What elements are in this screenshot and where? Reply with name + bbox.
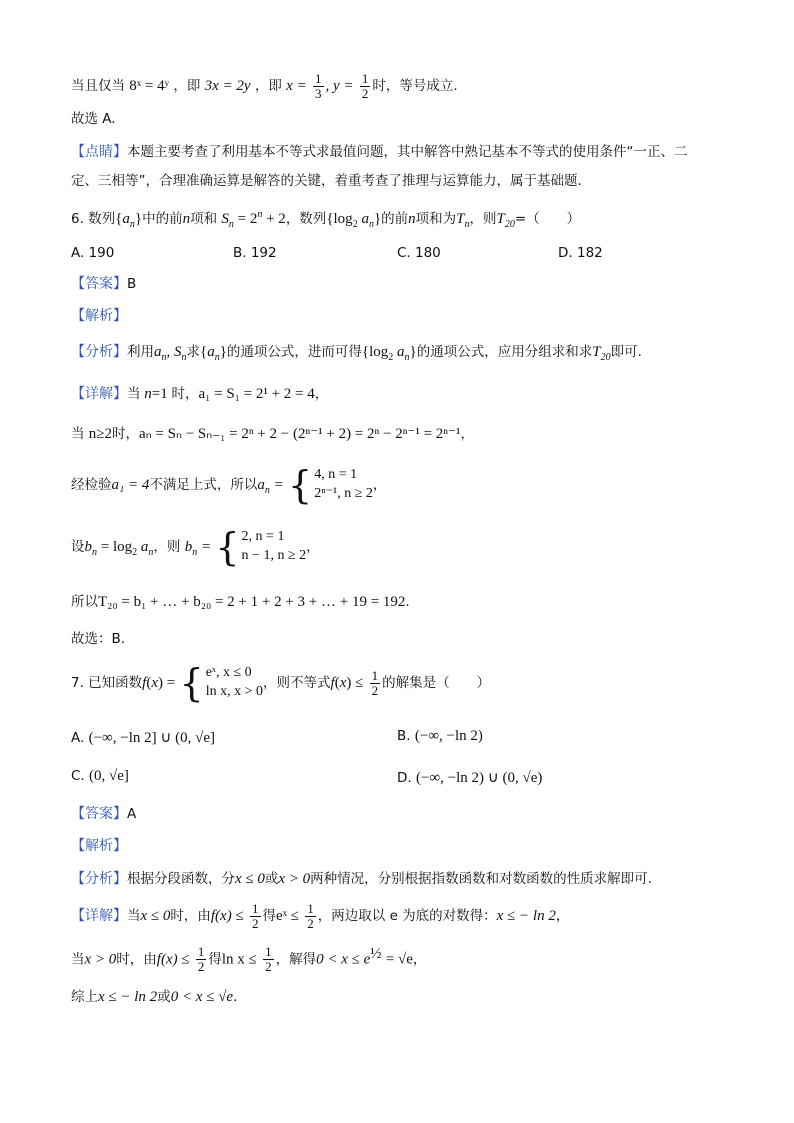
fraction: $\frac{1}{2}$: [307, 901, 314, 931]
math: aₙ = Sₙ − Sₙ₋₁ = 2ⁿ + 2 − (2ⁿ⁻¹ + 2) = 2ⁿ − 2ⁿ⁻¹ = 2ⁿ⁻¹: [139, 426, 461, 442]
math: {$\log_2$ $a_n$}: [326, 211, 382, 230]
text: 中的前: [142, 211, 183, 227]
q7-xiangjie-2: 当x > 0时，由f(x) ≤ $\frac{1}{2}$ 得ln x ≤ $\frac{1}{2}$ ，解得$0 < x \le e^{\frac{1}{2}} = √e$，: [71, 944, 427, 974]
math: 8ˣ = 4ʸ: [129, 78, 170, 95]
q7-option-a: A. (−∞, −ln 2] ∪ (0, √e]: [71, 730, 215, 746]
q6-xiangjie-3: 经检验a₁ = 4不满足上式，所以$a_n$ = { 4, n = 1 2ⁿ⁻¹, n ≥ 2 ，: [71, 463, 387, 507]
q7-stem: 7. 已知函数f(x) = { eˣ, x ≤ 0 ln x, x > 0 ，则不等式f(x) ≤ $\frac{1}{2}$ 的解集是（ ）: [71, 661, 491, 705]
xiangjie-tag: 【详解】: [71, 908, 127, 925]
fraction: $\frac{1}{2}$: [371, 667, 379, 698]
q6-xiangjie-2: 当 n≥2时，aₙ = Sₙ − Sₙ₋₁ = 2ⁿ + 2 − (2ⁿ⁻¹ + 2) = 2ⁿ − 2ⁿ⁻¹ = 2ⁿ⁻¹，: [71, 426, 474, 442]
brace: {: [179, 661, 204, 705]
q6-xiangjie-4: 设$b_n = \log_2 a_n$，则 $b_n$ = { 2, n = 1 n − 1, n ≥ 2 ，: [71, 525, 320, 569]
q6-fenxi: 【分析】利用$a_n$, $S_n$求$\{a_n\}$的通项公式，进而可得{$\log_2$ $a_n$}的通项公式，应用分组求和求$T_{20}$即可.: [71, 344, 642, 363]
fraction: $\frac{1}{2}$: [361, 71, 369, 101]
math: a₁ = S₁ = 2¹ + 2 = 4: [198, 386, 315, 402]
piecewise-cases: 2, n = 1 n − 1, n ≥ 2: [241, 529, 307, 563]
q6-option-d: D. 182: [558, 245, 603, 261]
math: T₂₀ = b₁ + … + b₂₀ = 2 + 1 + 2 + 3 + … + 19 = 192: [98, 594, 406, 610]
q7-answer: [71, 806, 754, 823]
fraction: $\frac{1}{2}$: [252, 901, 259, 931]
math: $\{a_n\}$: [115, 211, 143, 230]
piecewise-cases: eˣ, x ≤ 0 ln x, x > 0: [205, 665, 264, 699]
q6-option-c: C. 180: [397, 245, 441, 261]
q7-jiexi: [71, 838, 754, 855]
text: 时，等号成立.: [372, 78, 458, 95]
q6-jiexi: [71, 308, 754, 325]
q6-answer: [71, 276, 754, 293]
dianjing-line-2: 定、三相等”，合理准确运算是解答的关键，着重考查了推理与运算能力，属于基础题.: [71, 173, 582, 189]
fenxi-tag: 【分析】: [71, 871, 127, 887]
text: 项和为: [415, 211, 457, 227]
q6-stem: 6. 数列$\{a_n\}$中的前n项和 $S_n = 2^n + 2$，数列{$\log_2$ $a_n$}的前n项和为$T_n$，则$T_{20}=$（ ）: [71, 209, 581, 230]
dianjing-line-1: [71, 144, 754, 161]
q7-option-c: C. (0, √e]: [71, 768, 129, 784]
answer-tag: 【答案】: [71, 276, 127, 292]
brace: {: [215, 525, 240, 569]
fenxi-tag: 【分析】: [71, 344, 127, 360]
fraction: $\frac{1}{2}$: [265, 944, 272, 974]
math: 3x = 2y: [204, 78, 251, 95]
text: 的前: [381, 211, 409, 227]
q7-xiangjie-3: 综上x ≤ − ln 2或0 < x ≤ √e.: [71, 989, 238, 1005]
xiangjie-tag: 【详解】: [71, 386, 127, 402]
jiexi-tag: 【解析】: [71, 838, 127, 854]
answer-tag: 【答案】: [71, 806, 127, 822]
text: 6. 数列: [71, 211, 116, 227]
q6-option-b: B. 192: [233, 245, 277, 261]
jiexi-tag: 【解析】: [71, 308, 127, 324]
text: ，则: [469, 211, 497, 227]
math: x =: [286, 78, 307, 95]
fraction: $\frac{1}{2}$: [197, 944, 205, 974]
q7-option-b: B. (−∞, −ln 2): [397, 728, 483, 744]
dianjing-tag: 【点睛】: [71, 144, 127, 160]
brace: {: [288, 463, 313, 507]
math: , y =: [325, 78, 354, 95]
equality-condition-line: [71, 72, 754, 100]
choose-line: 故选 A.: [71, 111, 116, 127]
q6-option-a: A. 190: [71, 245, 115, 261]
math: $S_n = 2^n + 2$: [221, 209, 286, 230]
q6-choose: 故选：B.: [71, 631, 126, 647]
q6-xiangjie-5: 所以T₂₀ = b₁ + … + b₂₀ = 2 + 1 + 2 + 3 + … + 19 = 192.: [71, 594, 410, 610]
text: =（ ）: [514, 211, 581, 227]
answer-value: A: [127, 806, 137, 822]
fraction: $\frac{1}{3}$: [315, 71, 322, 101]
q7-xiangjie-1: 【详解】当x ≤ 0时，由f(x) ≤ $\frac{1}{2}$ 得eˣ ≤ $\frac{1}{2}$ ，两边取以 e 为底的对数得：x ≤ − ln 2，: [71, 901, 570, 931]
text: 当且仅当: [71, 78, 125, 95]
text: ，数列: [285, 211, 327, 227]
q7-option-d: D. (−∞, −ln 2) ∪ (0, √e): [397, 770, 543, 786]
answer-value: B: [127, 276, 137, 292]
q6-xiangjie-1: 【详解】当 n=1 时，a₁ = S₁ = 2¹ + 2 = 4，: [71, 386, 329, 402]
piecewise-cases: 4, n = 1 2ⁿ⁻¹, n ≥ 2: [314, 467, 373, 501]
text: 本题主要考查了利用基本不等式求最值问题，其中解答中熟记基本不等式的使用条件“一正、二: [127, 144, 688, 160]
text: 项和: [190, 211, 218, 227]
q7-fenxi: 【分析】根据分段函数，分x ≤ 0或x > 0两种情况，分别根据指数函数和对数函数的性质求解即可.: [71, 871, 652, 887]
text: ，即: [173, 78, 201, 95]
text: ，即: [254, 78, 282, 95]
